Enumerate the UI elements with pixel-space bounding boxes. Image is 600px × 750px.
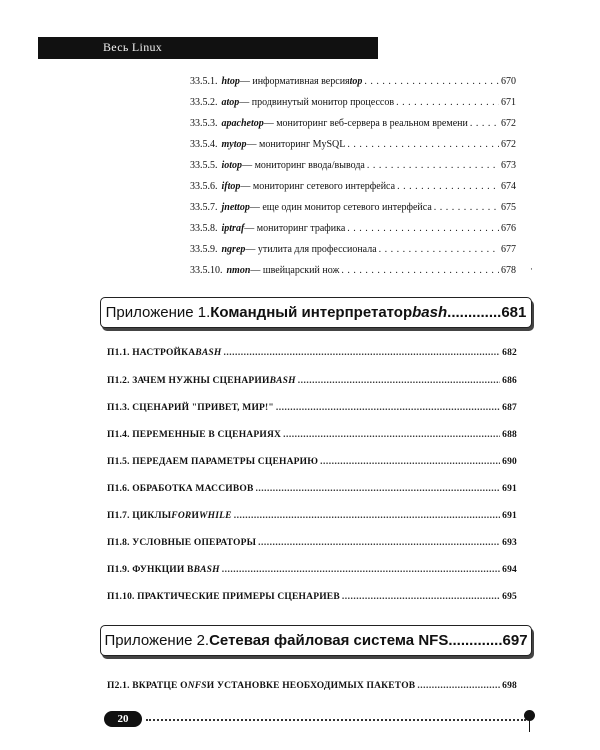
page-number: 673 bbox=[501, 160, 516, 171]
page-number: 671 bbox=[501, 97, 516, 108]
entry-number: П1.1. bbox=[107, 348, 130, 358]
command-name: jnettop bbox=[221, 202, 250, 213]
entry-number: 33.5.1. bbox=[190, 76, 218, 87]
entry-number: 33.5.5. bbox=[190, 160, 218, 171]
toc-entry-33-5-4[interactable] bbox=[190, 139, 516, 150]
entry-description: — мониторинг трафика bbox=[244, 223, 346, 234]
page-number: 677 bbox=[501, 244, 516, 255]
entry-number: 33.5.3. bbox=[190, 118, 218, 129]
entry-description: — утилита для профессионала bbox=[245, 244, 377, 255]
toc-entry-p1-9[interactable] bbox=[107, 565, 517, 575]
toc-entry-33-5-9[interactable] bbox=[190, 244, 516, 255]
toc-entry-33-5-2[interactable] bbox=[190, 97, 516, 108]
page-footer bbox=[104, 708, 534, 728]
toc-entry-33-5-5[interactable] bbox=[190, 160, 516, 171]
toc-entry-p1-5[interactable] bbox=[107, 457, 517, 467]
command-name-secondary: top bbox=[349, 76, 363, 87]
entry-text-italic: BASH bbox=[193, 565, 220, 575]
leader-dots bbox=[396, 97, 499, 108]
leader-dots: ............. bbox=[448, 632, 503, 649]
page-number: 688 bbox=[502, 430, 517, 440]
leader-dots bbox=[364, 76, 499, 87]
entry-text: УСЛОВНЫЕ ОПЕРАТОРЫ bbox=[132, 538, 257, 548]
entry-text: ЦИКЛЫ bbox=[132, 511, 172, 521]
page-number: 694 bbox=[502, 565, 517, 575]
leader-dots bbox=[222, 565, 500, 575]
page-number: 697 bbox=[502, 632, 528, 649]
page-number: 678 bbox=[501, 265, 516, 276]
entry-text-italic: FOR bbox=[171, 511, 192, 521]
leader-dots bbox=[347, 223, 499, 234]
entry-description: — информативная версия bbox=[239, 76, 350, 87]
page-number: 676 bbox=[501, 223, 516, 234]
entry-number: П2.1. bbox=[107, 681, 130, 691]
entry-number: П1.3. bbox=[107, 403, 130, 413]
page-number: 674 bbox=[501, 181, 516, 192]
entry-text: ВКРАТЦЕ О bbox=[132, 681, 188, 691]
leader-dots bbox=[341, 265, 499, 276]
entry-text-italic: BASH bbox=[195, 348, 222, 358]
leader-dots bbox=[298, 376, 500, 386]
toc-entry-33-5-3[interactable] bbox=[190, 118, 516, 129]
toc-entry-33-5-8[interactable] bbox=[190, 223, 516, 234]
page-number: 675 bbox=[501, 202, 516, 213]
leader-dots bbox=[367, 160, 499, 171]
entry-text-rest: И УСТАНОВКЕ НЕОБХОДИМЫХ ПАКЕТОВ bbox=[206, 681, 416, 691]
page-number: 672 bbox=[501, 139, 516, 150]
footer-dotted-rule bbox=[146, 719, 526, 721]
leader-dots bbox=[283, 430, 500, 440]
page-number: 686 bbox=[502, 376, 517, 386]
leader-dots bbox=[258, 538, 500, 548]
toc-entry-33-5-7[interactable] bbox=[190, 202, 516, 213]
leader-dots bbox=[417, 681, 500, 691]
footer-tail-line bbox=[529, 720, 530, 732]
entry-text: ОБРАБОТКА МАССИВОВ bbox=[132, 484, 254, 494]
entry-number: П1.2. bbox=[107, 376, 130, 386]
entry-description: — мониторинг сетевого интерфейса bbox=[240, 181, 396, 192]
leader-dots bbox=[342, 592, 500, 602]
entry-text: ЗАЧЕМ НУЖНЫ СЦЕНАРИИ bbox=[132, 376, 270, 386]
appendix-1-heading[interactable] bbox=[100, 297, 532, 328]
page-number: 693 bbox=[502, 538, 517, 548]
entry-number: 33.5.6. bbox=[190, 181, 218, 192]
toc-entry-p1-6[interactable] bbox=[107, 484, 517, 494]
page-number: 687 bbox=[502, 403, 517, 413]
entry-description: — мониторинг веб-сервера в реальном времени bbox=[263, 118, 468, 129]
appendix-title: Командный интерпретатор bbox=[210, 304, 413, 321]
appendix-title: Сетевая файловая система NFS bbox=[209, 632, 449, 649]
folio-number: 20 bbox=[104, 711, 142, 727]
leader-dots bbox=[276, 403, 500, 413]
entry-number: П1.5. bbox=[107, 457, 130, 467]
entry-text-italic-2: WHILE bbox=[199, 511, 232, 521]
entry-text: СЦЕНАРИЙ "ПРИВЕТ, МИР!" bbox=[132, 403, 274, 413]
command-name: atop bbox=[221, 97, 240, 108]
command-name: mytop bbox=[221, 139, 247, 150]
entry-text: ФУНКЦИИ В bbox=[132, 565, 194, 575]
page-number: 672 bbox=[501, 118, 516, 129]
toc-entry-p1-8[interactable] bbox=[107, 538, 517, 548]
entry-text-middle: И bbox=[191, 511, 200, 521]
entry-description: — швейцарский нож bbox=[250, 265, 340, 276]
leader-dots bbox=[223, 348, 500, 358]
command-name: ngrep bbox=[221, 244, 246, 255]
entry-number: П1.9. bbox=[107, 565, 130, 575]
appendix-prefix: Приложение 1. bbox=[105, 304, 211, 321]
command-name: htop bbox=[221, 76, 240, 87]
entry-number: П1.7. bbox=[107, 511, 130, 521]
entry-number: П1.8. bbox=[107, 538, 130, 548]
command-name: apachetop bbox=[221, 118, 264, 129]
leader-dots bbox=[320, 457, 500, 467]
entry-text: ПРАКТИЧЕСКИЕ ПРИМЕРЫ СЦЕНАРИЕВ bbox=[137, 592, 340, 602]
page-number: 691 bbox=[502, 511, 517, 521]
entry-number: П1.6. bbox=[107, 484, 130, 494]
toc-entry-p1-4[interactable] bbox=[107, 430, 517, 440]
toc-entry-33-5-6[interactable] bbox=[190, 181, 516, 192]
command-name: nmon bbox=[226, 265, 251, 276]
toc-entry-p1-10[interactable] bbox=[107, 592, 517, 602]
leader-dots bbox=[470, 118, 499, 129]
entry-description: — мониторинг ввода/вывода bbox=[242, 160, 365, 171]
entry-number: 33.5.10. bbox=[190, 265, 223, 276]
toc-entry-33-5-1[interactable] bbox=[190, 76, 516, 87]
leader-dots bbox=[256, 484, 501, 494]
entry-description: — продвинутый монитор процессов bbox=[239, 97, 395, 108]
page-number: 695 bbox=[502, 592, 517, 602]
leader-dots bbox=[434, 202, 499, 213]
leader-dots bbox=[234, 511, 500, 521]
toc-entry-p2-1[interactable] bbox=[107, 681, 517, 691]
entry-text: ПЕРЕДАЕМ ПАРАМЕТРЫ СЦЕНАРИЮ bbox=[132, 457, 319, 467]
appendix-title-italic: bash bbox=[412, 304, 448, 321]
book-title: Весь Linux bbox=[103, 40, 163, 54]
page-number: 681 bbox=[501, 304, 527, 321]
page-number: 670 bbox=[501, 76, 516, 87]
toc-entry-33-5-10[interactable] bbox=[190, 265, 516, 276]
page-number: 682 bbox=[502, 348, 517, 358]
entry-number: 33.5.9. bbox=[190, 244, 218, 255]
leader-dots: ............. bbox=[447, 304, 502, 321]
page-number: 691 bbox=[502, 484, 517, 494]
toc-entry-p1-1[interactable] bbox=[107, 348, 517, 358]
appendix-2-heading[interactable] bbox=[100, 625, 532, 656]
running-header bbox=[38, 37, 378, 59]
entry-description: — мониторинг MySQL bbox=[246, 139, 346, 150]
toc-entry-p1-3[interactable] bbox=[107, 403, 517, 413]
command-name: iftop bbox=[221, 181, 241, 192]
entry-number: 33.5.8. bbox=[190, 223, 218, 234]
entry-number: 33.5.2. bbox=[190, 97, 218, 108]
page-number: 698 bbox=[502, 681, 517, 691]
entry-number: П1.10. bbox=[107, 592, 135, 602]
entry-description: — еще один монитор сетевого интерфейса bbox=[249, 202, 432, 213]
entry-text: ПЕРЕМЕННЫЕ В СЦЕНАРИЯХ bbox=[132, 430, 282, 440]
page-number: 690 bbox=[502, 457, 517, 467]
entry-number: 33.5.7. bbox=[190, 202, 218, 213]
command-name: iotop bbox=[221, 160, 243, 171]
leader-dots bbox=[397, 181, 499, 192]
stray-mark: · bbox=[530, 264, 533, 274]
toc-entry-p1-7[interactable] bbox=[107, 511, 517, 521]
entry-text: НАСТРОЙКА bbox=[132, 348, 196, 358]
leader-dots bbox=[379, 244, 499, 255]
entry-number: 33.5.4. bbox=[190, 139, 218, 150]
leader-dots bbox=[347, 139, 499, 150]
entry-text-italic: BASH bbox=[269, 376, 296, 386]
entry-text-italic: NFS bbox=[187, 681, 207, 691]
entry-number: П1.4. bbox=[107, 430, 130, 440]
toc-entry-p1-2[interactable] bbox=[107, 376, 517, 386]
appendix-prefix: Приложение 2. bbox=[104, 632, 210, 649]
command-name: iptraf bbox=[221, 223, 245, 234]
